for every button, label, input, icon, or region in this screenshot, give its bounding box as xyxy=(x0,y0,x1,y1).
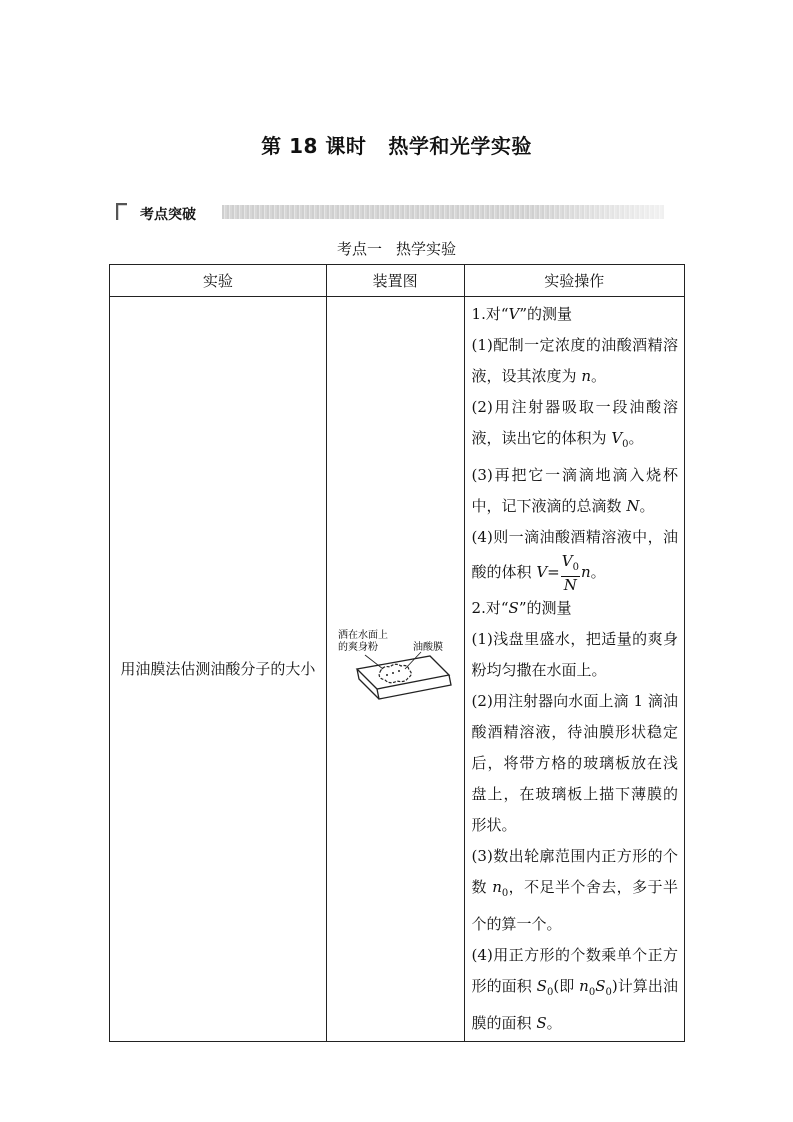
experiment-table xyxy=(109,264,685,1042)
oil-film-apparatus-diagram xyxy=(335,629,455,709)
s-step-1: (1)浅盘里盛水，把适量的爽身粉均匀撒在水面上。 xyxy=(471,630,678,679)
s-step-3: (3)数出轮廓范围内正方形的个数 $n_0$，不足半个舍去，多于半个的算一个。 xyxy=(471,847,678,933)
page-title xyxy=(0,130,793,159)
volume-fraction: $\frac{V_0}{N}$ xyxy=(561,552,579,594)
experiment-name: 用油膜法估测油酸分子的大小 xyxy=(110,297,327,1042)
v-measure-heading: 1.对“V”的测量 xyxy=(471,305,573,323)
header-experiment: 实验 xyxy=(110,265,327,297)
powder-label-line1: 洒在水面上 xyxy=(338,630,389,641)
subsection-number: 考点一 xyxy=(336,240,382,258)
section-header xyxy=(116,203,664,223)
film-label: 油酸膜 xyxy=(413,642,444,653)
s-measure-heading: 2.对“S”的测量 xyxy=(471,599,572,617)
table-row xyxy=(110,297,685,1042)
lesson-number: 第 18 课时 xyxy=(261,134,367,158)
v-step-3: (3)再把它一滴滴地滴入烧杯中，记下液滴的总滴数 N。 xyxy=(471,466,678,515)
subsection-title xyxy=(0,238,793,259)
lesson-topic: 热学和光学实验 xyxy=(388,134,532,158)
table-header-row xyxy=(110,265,685,297)
s-step-2: (2)用注射器向水面上滴 1 滴油酸酒精溶液，待油膜形状稳定后，将带方格的玻璃板放在浅盘上，在玻璃板上描下薄膜的形状。 xyxy=(471,692,678,834)
v-step-2: (2)用注射器吸取一段油酸溶液，读出它的体积为 $V_0$。 xyxy=(471,398,678,450)
section-band xyxy=(222,205,664,219)
s-step-4: (4)用正方形的个数乘单个正方形的面积 $S_0$(即 $n_0S_0$)计算出油膜的面积 S。 xyxy=(471,946,678,1032)
v-step-4: (4)则一滴油酸酒精溶液中，油酸的体积 V= $\frac{V_0}{N}$ n。 xyxy=(471,528,678,594)
section-label: 考点突破 xyxy=(140,207,196,223)
powder-label-line2: 的爽身粉 xyxy=(338,642,379,653)
header-operation: 实验操作 xyxy=(464,265,684,297)
operation-steps xyxy=(464,297,684,1042)
v-step-1: (1)配制一定浓度的油酸酒精溶液，设其浓度为 n。 xyxy=(471,336,678,385)
corner-bracket-icon xyxy=(116,203,128,221)
subsection-topic: 热学实验 xyxy=(396,240,457,258)
apparatus-cell xyxy=(326,297,464,1042)
header-apparatus: 装置图 xyxy=(326,265,464,297)
